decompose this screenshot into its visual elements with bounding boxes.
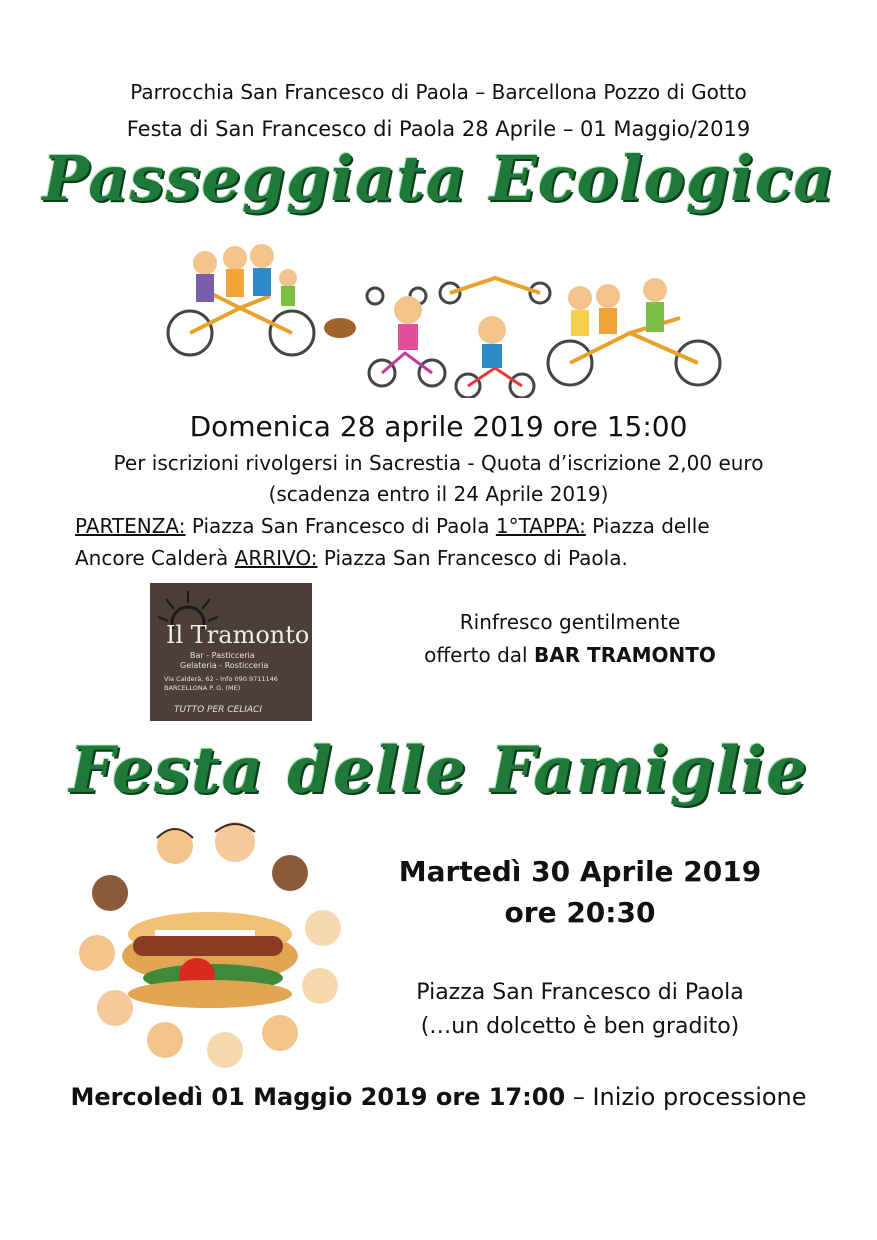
rinfresco-text: offerto dal (424, 643, 534, 667)
partenza-label: PARTENZA: (75, 514, 186, 538)
festa-line: Festa di San Francesco di Paola 28 Aprile – 01 Maggio/2019 (126, 117, 751, 141)
iscrizioni-text: Per iscrizioni rivolgersi in Sacrestia - Quota d’iscrizione 2,00 euro (113, 451, 764, 475)
footer-date: Mercoledì 01 Maggio 2019 ore 17:00 (70, 1083, 566, 1111)
arrivo-text: Piazza San Francesco di Paola. (317, 546, 628, 570)
logo-addr2: BARCELLONA P. G. (ME) (164, 684, 241, 692)
footer-text: – Inizio processione (565, 1083, 807, 1111)
partenza-text: Piazza San Francesco di Paola (185, 514, 496, 538)
arrivo-label: ARRIVO: (234, 546, 318, 570)
event2-place: Piazza San Francesco di Paola (416, 980, 744, 1005)
scadenza-text: (scadenza entro il 24 Aprile 2019) (268, 482, 609, 506)
logo-name: Il Tramonto (166, 621, 310, 649)
title-festa-famiglie: Festa delle Famiglie (69, 733, 808, 808)
event2-note: (…un dolcetto è ben gradito) (420, 1014, 740, 1039)
children-circle-sandwich-illustration (75, 818, 345, 1070)
tappa-text: Piazza delle (585, 514, 710, 538)
logo-sub2: Gelateria - Rosticceria (180, 661, 269, 670)
title-passeggiata: Passeggiata Ecologica (42, 142, 835, 215)
rinfresco-line-1: Rinfresco gentilmente (459, 610, 681, 634)
bicycle-family-illustration (160, 238, 730, 398)
logo-motto: TUTTO PER CELIACI (174, 705, 262, 715)
logo-addr1: Via Calderà, 62 - Info 090.9711146 (164, 675, 278, 683)
route-line-2 (75, 546, 835, 570)
rinfresco-line-2 (380, 643, 760, 667)
event1-datetime: Domenica 28 aprile 2019 ore 15:00 (189, 410, 688, 443)
bar-name: BAR TRAMONTO (533, 643, 716, 667)
bar-logo-image (150, 583, 312, 721)
tappa-text-2: Ancore Calderà (75, 546, 235, 570)
footer-line (0, 1083, 877, 1111)
event2-date: Martedì 30 Aprile 2019 (398, 855, 762, 888)
logo-sub1: Bar - Pasticceria (190, 651, 255, 660)
tappa-label: 1°TAPPA: (495, 514, 586, 538)
event2-time: ore 20:30 (504, 896, 656, 929)
route-line-1 (75, 514, 835, 538)
parish-line: Parrocchia San Francesco di Paola – Barcellona Pozzo di Gotto (130, 80, 747, 104)
